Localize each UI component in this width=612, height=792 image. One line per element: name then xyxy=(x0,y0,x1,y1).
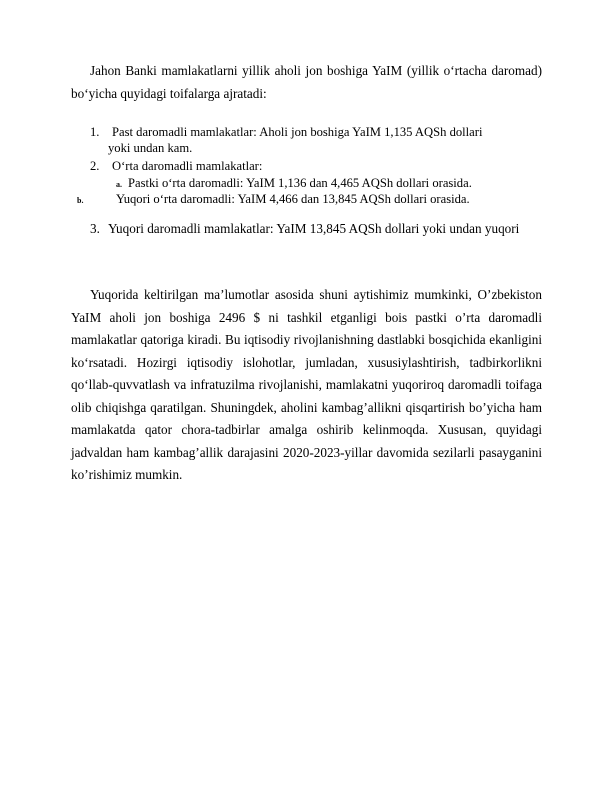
list-item-1-number: 1. xyxy=(90,125,100,139)
list-item-2-text: O‘rta daromadli mamlakatlar: xyxy=(112,159,263,173)
intro-paragraph: Jahon Banki mamlakatlarni yillik aholi jon boshiga YaIM (yillik o‘rtacha daromad) bo‘yicha quyidagi toifalarga ajratadi: xyxy=(71,63,542,101)
list-item-2-number: 2. xyxy=(90,159,100,173)
list-item-1-line1: Past daromadli mamlakatlar: Aholi jon boshiga YaIM 1,135 AQSh dollari xyxy=(112,125,483,139)
list-item-3-number: 3. xyxy=(90,221,100,236)
list-item-3-text: Yuqori daromadli mamlakatlar: YaIM 13,845 AQSh dollari yoki undan yuqori xyxy=(108,221,520,236)
conclusion-paragraph: Yuqorida keltirilgan ma’lumotlar asosida shuni aytishimiz mumkinki, O’zbekiston YaIM aholi jon boshiga 2496 $ ni tashkil etganligi bois pastki o’rta daromadli mamlakatlar qatoriga kiradi. Bu iqtisodiy rivojlanishning dastlabki bosqichida ekanligini ko‘rsatadi. Hozirgi iqtisodiy islohotlar, jumladan, xususiylashtirish, tadbirkorlikni qo‘llab-quvvatlash va infratuzilma rivojlanishi, mamlakatni yuqoriroq daromadli toifaga olib chiqishga qaratilgan. Shuningdek, aholini kambag’allikni qisqartirish bo’yicha ham mamlakatda qator chora-tadbirlar amalga oshirib kelinmoqda. Xususan, quyidagi jadvaldan ham kambag’allik darajasini 2020-2023-yillar davomida sezilarli pasayganini ko’rishimiz mumkin. xyxy=(71,287,542,482)
sub-item-a-marker: a. xyxy=(116,180,122,189)
list-item-1-line2: yoki undan kam. xyxy=(108,141,193,155)
sub-item-a-text: Pastki o‘rta daromadli: YaIM 1,136 dan 4,465 AQSh dollari orasida. xyxy=(128,176,472,190)
sub-item-b-text: Yuqori o‘rta daromadli: YaIM 4,466 dan 13,845 AQSh dollari orasida. xyxy=(116,192,470,206)
sub-item-b-marker: b. xyxy=(77,196,84,205)
